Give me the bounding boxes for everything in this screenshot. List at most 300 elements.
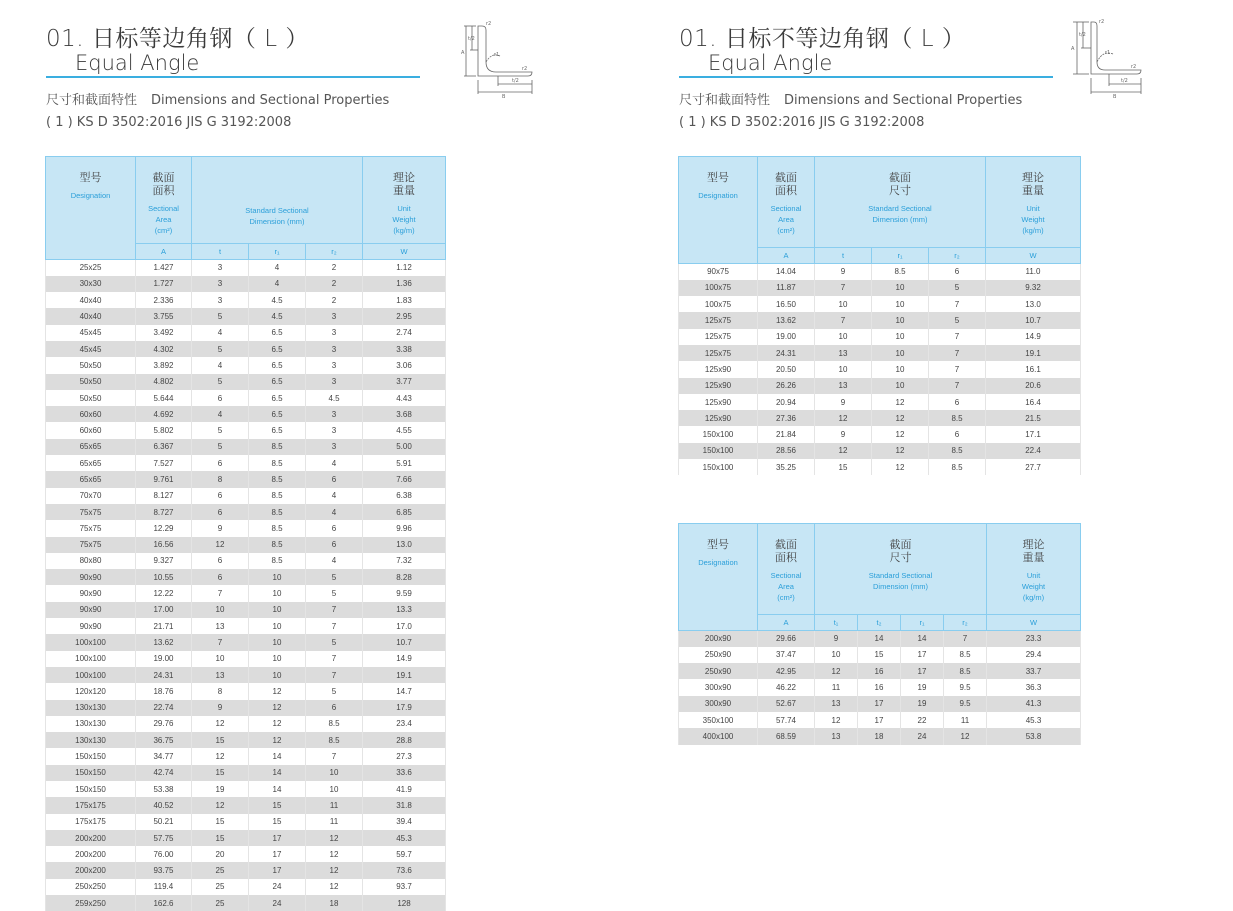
value-cell: 8.5 xyxy=(929,410,986,426)
value-cell: 12.29 xyxy=(136,520,192,536)
header-unit-weight: 理论重量 Unit Weight (kg/m) xyxy=(986,157,1081,248)
value-cell: 22.74 xyxy=(136,700,192,716)
value-cell: 2.95 xyxy=(363,308,446,324)
value-cell: 9 xyxy=(815,394,872,410)
value-cell: 41.3 xyxy=(987,696,1081,712)
page-title-en: Equal Angle xyxy=(75,51,199,75)
value-cell: 8 xyxy=(192,471,249,487)
value-cell: 4 xyxy=(249,260,306,276)
value-cell: 17 xyxy=(858,696,901,712)
value-cell: 20.94 xyxy=(758,394,815,410)
value-cell: 16.50 xyxy=(758,296,815,312)
value-cell: 19.00 xyxy=(758,329,815,345)
symbol-r1: r₁ xyxy=(901,615,944,631)
symbol-t2: t₂ xyxy=(858,615,901,631)
value-cell: 19.1 xyxy=(986,345,1081,361)
header-designation: 型号 Designation xyxy=(679,157,758,264)
designation-cell: 50x50 xyxy=(46,357,136,373)
value-cell: 21.84 xyxy=(758,426,815,442)
value-cell: 9 xyxy=(192,520,249,536)
value-cell: 17 xyxy=(249,862,306,878)
table-row xyxy=(679,443,1081,459)
table-row xyxy=(679,728,1081,744)
value-cell: 7 xyxy=(929,345,986,361)
svg-text:r1: r1 xyxy=(1105,50,1110,56)
subtitle-cn: 尺寸和截面特性 xyxy=(679,93,770,108)
value-cell: 12 xyxy=(249,732,306,748)
value-cell: 119.4 xyxy=(136,879,192,895)
unequal-angle-table-1 xyxy=(678,156,1081,475)
value-cell: 17 xyxy=(249,830,306,846)
value-cell: 4 xyxy=(306,553,363,569)
value-cell: 36.3 xyxy=(987,679,1081,695)
value-cell: 8.5 xyxy=(249,455,306,471)
value-cell: 10 xyxy=(815,647,858,663)
svg-text:r2: r2 xyxy=(522,66,527,72)
value-cell: 12 xyxy=(872,426,929,442)
value-cell: 8.127 xyxy=(136,488,192,504)
table-row xyxy=(46,732,446,748)
value-cell: 1.12 xyxy=(363,260,446,276)
value-cell: 19.1 xyxy=(363,667,446,683)
value-cell: 6 xyxy=(929,426,986,442)
value-cell: 34.77 xyxy=(136,748,192,764)
designation-cell: 65x65 xyxy=(46,455,136,471)
value-cell: 10 xyxy=(872,329,929,345)
svg-text:t/2: t/2 xyxy=(468,36,475,42)
value-cell: 6.5 xyxy=(249,341,306,357)
value-cell: 3.38 xyxy=(363,341,446,357)
page-title-cn: 01. 日标不等边角钢（ L ） xyxy=(679,20,965,53)
value-cell: 12 xyxy=(192,797,249,813)
svg-text:r1: r1 xyxy=(494,52,499,58)
designation-cell: 400x100 xyxy=(679,728,758,744)
value-cell: 33.6 xyxy=(363,765,446,781)
value-cell: 93.7 xyxy=(363,879,446,895)
designation-cell: 100x75 xyxy=(679,280,758,296)
value-cell: 4.43 xyxy=(363,390,446,406)
value-cell: 19 xyxy=(901,696,944,712)
value-cell: 5.00 xyxy=(363,439,446,455)
value-cell: 16.4 xyxy=(986,394,1081,410)
value-cell: 2 xyxy=(306,260,363,276)
value-cell: 13.0 xyxy=(363,537,446,553)
value-cell: 7 xyxy=(306,602,363,618)
value-cell: 2.336 xyxy=(136,292,192,308)
unequal-angle-table-2 xyxy=(678,523,1081,745)
value-cell: 10 xyxy=(306,781,363,797)
symbol-t1: t₁ xyxy=(815,615,858,631)
value-cell: 23.3 xyxy=(987,631,1081,647)
value-cell: 13 xyxy=(815,345,872,361)
value-cell: 3 xyxy=(306,406,363,422)
value-cell: 36.75 xyxy=(136,732,192,748)
value-cell: 10 xyxy=(249,634,306,650)
value-cell: 4.802 xyxy=(136,374,192,390)
value-cell: 7 xyxy=(306,618,363,634)
value-cell: 4 xyxy=(192,325,249,341)
value-cell: 45.3 xyxy=(363,830,446,846)
designation-cell: 100x100 xyxy=(46,634,136,650)
designation-cell: 250x90 xyxy=(679,663,758,679)
value-cell: 13 xyxy=(192,667,249,683)
table-row xyxy=(46,260,446,276)
designation-cell: 90x90 xyxy=(46,585,136,601)
symbol-r1: r₁ xyxy=(249,244,306,260)
standard-reference: ( 1 ) KS D 3502:2016 JIS G 3192:2008 xyxy=(679,115,924,130)
header-designation: 型号 Designation xyxy=(679,524,758,631)
value-cell: 3 xyxy=(306,422,363,438)
value-cell: 3 xyxy=(306,374,363,390)
value-cell: 8.5 xyxy=(249,520,306,536)
table-row xyxy=(46,292,446,308)
page-title-en: Equal Angle xyxy=(708,51,832,75)
value-cell: 17 xyxy=(249,846,306,862)
symbol-W: W xyxy=(986,248,1081,264)
table-row xyxy=(46,700,446,716)
value-cell: 18 xyxy=(858,728,901,744)
designation-cell: 259x250 xyxy=(46,895,136,911)
value-cell: 12 xyxy=(872,443,929,459)
value-cell: 5 xyxy=(929,312,986,328)
value-cell: 3.755 xyxy=(136,308,192,324)
value-cell: 12 xyxy=(306,846,363,862)
value-cell: 3.892 xyxy=(136,357,192,373)
symbol-r1: r₁ xyxy=(872,248,929,264)
table-row xyxy=(679,361,1081,377)
value-cell: 28.56 xyxy=(758,443,815,459)
designation-cell: 45x45 xyxy=(46,325,136,341)
subtitle-en: Dimensions and Sectional Properties xyxy=(151,93,389,108)
value-cell: 24 xyxy=(249,879,306,895)
value-cell: 1.36 xyxy=(363,276,446,292)
value-cell: 6 xyxy=(192,390,249,406)
value-cell: 13 xyxy=(815,728,858,744)
value-cell: 9.5 xyxy=(944,679,987,695)
table-row xyxy=(46,781,446,797)
value-cell: 28.8 xyxy=(363,732,446,748)
designation-cell: 45x45 xyxy=(46,341,136,357)
value-cell: 29.76 xyxy=(136,716,192,732)
unequal-angle-table-2-body xyxy=(679,631,1081,745)
designation-cell: 90x90 xyxy=(46,602,136,618)
value-cell: 5 xyxy=(306,634,363,650)
table-row xyxy=(46,325,446,341)
designation-cell: 50x50 xyxy=(46,374,136,390)
designation-cell: 175x175 xyxy=(46,814,136,830)
value-cell: 68.59 xyxy=(758,728,815,744)
title-divider xyxy=(679,76,1053,78)
value-cell: 17.0 xyxy=(363,618,446,634)
value-cell: 9 xyxy=(192,700,249,716)
table-row xyxy=(679,647,1081,663)
svg-text:A: A xyxy=(1071,46,1075,52)
value-cell: 22 xyxy=(901,712,944,728)
designation-cell: 200x90 xyxy=(679,631,758,647)
value-cell: 7 xyxy=(929,361,986,377)
value-cell: 12 xyxy=(306,879,363,895)
value-cell: 3 xyxy=(306,439,363,455)
value-cell: 17.9 xyxy=(363,700,446,716)
value-cell: 1.83 xyxy=(363,292,446,308)
value-cell: 15 xyxy=(249,797,306,813)
value-cell: 93.75 xyxy=(136,862,192,878)
designation-cell: 130x130 xyxy=(46,716,136,732)
value-cell: 14.7 xyxy=(363,683,446,699)
value-cell: 12 xyxy=(815,712,858,728)
table-row xyxy=(679,312,1081,328)
value-cell: 10 xyxy=(815,329,872,345)
left-page xyxy=(0,0,600,806)
value-cell: 3.68 xyxy=(363,406,446,422)
table-row xyxy=(46,585,446,601)
value-cell: 12.22 xyxy=(136,585,192,601)
svg-text:B: B xyxy=(502,94,506,100)
value-cell: 12 xyxy=(249,716,306,732)
value-cell: 19.00 xyxy=(136,651,192,667)
designation-cell: 250x90 xyxy=(679,647,758,663)
value-cell: 10 xyxy=(249,569,306,585)
value-cell: 20.50 xyxy=(758,361,815,377)
value-cell: 24.31 xyxy=(758,345,815,361)
value-cell: 57.75 xyxy=(136,830,192,846)
table-row xyxy=(46,553,446,569)
designation-cell: 100x100 xyxy=(46,651,136,667)
value-cell: 6 xyxy=(192,504,249,520)
designation-cell: 200x200 xyxy=(46,862,136,878)
value-cell: 5 xyxy=(192,341,249,357)
table-row xyxy=(46,439,446,455)
value-cell: 23.4 xyxy=(363,716,446,732)
value-cell: 27.7 xyxy=(986,459,1081,475)
value-cell: 10 xyxy=(249,602,306,618)
value-cell: 8.5 xyxy=(249,488,306,504)
value-cell: 53.8 xyxy=(987,728,1081,744)
svg-text:t/2: t/2 xyxy=(1121,78,1128,84)
value-cell: 10 xyxy=(249,651,306,667)
designation-cell: 75x75 xyxy=(46,537,136,553)
value-cell: 15 xyxy=(192,732,249,748)
svg-text:r2: r2 xyxy=(1099,19,1104,25)
header-unit-weight: 理论重量 Unit Weight (kg/m) xyxy=(363,157,446,244)
value-cell: 39.4 xyxy=(363,814,446,830)
value-cell: 22.4 xyxy=(986,443,1081,459)
value-cell: 37.47 xyxy=(758,647,815,663)
title-divider xyxy=(46,76,420,78)
value-cell: 41.9 xyxy=(363,781,446,797)
designation-cell: 150x100 xyxy=(679,459,758,475)
table-row xyxy=(46,765,446,781)
value-cell: 13.0 xyxy=(986,296,1081,312)
table-row xyxy=(46,471,446,487)
value-cell: 6.5 xyxy=(249,422,306,438)
value-cell: 14 xyxy=(249,781,306,797)
value-cell: 1.427 xyxy=(136,260,192,276)
value-cell: 6.367 xyxy=(136,439,192,455)
value-cell: 42.74 xyxy=(136,765,192,781)
value-cell: 14.04 xyxy=(758,264,815,280)
value-cell: 5 xyxy=(306,683,363,699)
value-cell: 25 xyxy=(192,895,249,911)
designation-cell: 100x100 xyxy=(46,667,136,683)
symbol-W: W xyxy=(363,244,446,260)
header-unit-weight: 理论重量 Unit Weight (kg/m) xyxy=(987,524,1081,615)
designation-cell: 125x90 xyxy=(679,361,758,377)
table-row xyxy=(46,422,446,438)
value-cell: 8.5 xyxy=(249,537,306,553)
value-cell: 10.7 xyxy=(363,634,446,650)
designation-cell: 150x150 xyxy=(46,781,136,797)
value-cell: 12 xyxy=(306,830,363,846)
table-row xyxy=(679,426,1081,442)
table-row xyxy=(679,345,1081,361)
value-cell: 3 xyxy=(192,276,249,292)
value-cell: 6.85 xyxy=(363,504,446,520)
value-cell: 7.527 xyxy=(136,455,192,471)
table-row xyxy=(46,862,446,878)
value-cell: 6 xyxy=(192,569,249,585)
value-cell: 50.21 xyxy=(136,814,192,830)
value-cell: 12 xyxy=(192,748,249,764)
designation-cell: 150x150 xyxy=(46,748,136,764)
value-cell: 5 xyxy=(306,569,363,585)
designation-cell: 60x60 xyxy=(46,422,136,438)
value-cell: 12 xyxy=(944,728,987,744)
page-title-cn: 01. 日标等边角钢（ L ） xyxy=(46,20,309,53)
designation-cell: 125x90 xyxy=(679,394,758,410)
value-cell: 7.66 xyxy=(363,471,446,487)
symbol-A: A xyxy=(136,244,192,260)
svg-text:r2: r2 xyxy=(1131,64,1136,70)
value-cell: 6 xyxy=(306,471,363,487)
table-row xyxy=(679,280,1081,296)
value-cell: 9 xyxy=(815,631,858,647)
designation-cell: 130x130 xyxy=(46,700,136,716)
value-cell: 73.6 xyxy=(363,862,446,878)
value-cell: 13.62 xyxy=(136,634,192,650)
header-standard-dimension: Standard Sectional Dimension (mm) xyxy=(192,157,363,244)
value-cell: 128 xyxy=(363,895,446,911)
table-row xyxy=(679,679,1081,695)
value-cell: 12 xyxy=(306,862,363,878)
header-sectional-area: 截面面积 Sectional Area (cm²) xyxy=(136,157,192,244)
value-cell: 162.6 xyxy=(136,895,192,911)
value-cell: 13 xyxy=(815,378,872,394)
symbol-A: A xyxy=(758,615,815,631)
value-cell: 7 xyxy=(306,748,363,764)
designation-cell: 90x90 xyxy=(46,569,136,585)
table-row xyxy=(46,879,446,895)
value-cell: 59.7 xyxy=(363,846,446,862)
table-row xyxy=(46,651,446,667)
value-cell: 3.77 xyxy=(363,374,446,390)
value-cell: 10 xyxy=(872,361,929,377)
value-cell: 10 xyxy=(249,667,306,683)
value-cell: 10 xyxy=(249,618,306,634)
value-cell: 6 xyxy=(929,394,986,410)
designation-cell: 100x75 xyxy=(679,296,758,312)
value-cell: 25 xyxy=(192,862,249,878)
table-row xyxy=(46,390,446,406)
value-cell: 4.5 xyxy=(249,308,306,324)
value-cell: 5 xyxy=(929,280,986,296)
value-cell: 2 xyxy=(306,292,363,308)
standard-reference: ( 1 ) KS D 3502:2016 JIS G 3192:2008 xyxy=(46,115,291,130)
value-cell: 12 xyxy=(249,683,306,699)
symbol-t: t xyxy=(192,244,249,260)
designation-cell: 125x90 xyxy=(679,378,758,394)
value-cell: 6.5 xyxy=(249,357,306,373)
designation-cell: 130x130 xyxy=(46,732,136,748)
table-row xyxy=(46,455,446,471)
value-cell: 20 xyxy=(192,846,249,862)
value-cell: 15 xyxy=(192,830,249,846)
value-cell: 5.802 xyxy=(136,422,192,438)
value-cell: 8.5 xyxy=(944,663,987,679)
value-cell: 15 xyxy=(858,647,901,663)
value-cell: 17 xyxy=(901,647,944,663)
value-cell: 27.36 xyxy=(758,410,815,426)
table-row xyxy=(679,459,1081,475)
value-cell: 8.5 xyxy=(929,459,986,475)
value-cell: 12 xyxy=(872,459,929,475)
value-cell: 3 xyxy=(306,357,363,373)
value-cell: 8.5 xyxy=(944,647,987,663)
value-cell: 5.91 xyxy=(363,455,446,471)
table-row xyxy=(46,488,446,504)
value-cell: 5.644 xyxy=(136,390,192,406)
section-subtitle xyxy=(46,89,389,108)
designation-cell: 125x75 xyxy=(679,312,758,328)
value-cell: 3.06 xyxy=(363,357,446,373)
value-cell: 12 xyxy=(249,700,306,716)
table-row xyxy=(679,394,1081,410)
value-cell: 21.5 xyxy=(986,410,1081,426)
table-row xyxy=(679,663,1081,679)
value-cell: 6 xyxy=(306,537,363,553)
value-cell: 17 xyxy=(858,712,901,728)
value-cell: 8.5 xyxy=(306,716,363,732)
symbol-r2: r₂ xyxy=(929,248,986,264)
value-cell: 10 xyxy=(872,296,929,312)
value-cell: 6 xyxy=(306,700,363,716)
right-page xyxy=(633,0,1233,806)
table-row xyxy=(46,846,446,862)
value-cell: 13.3 xyxy=(363,602,446,618)
designation-cell: 300x90 xyxy=(679,679,758,695)
value-cell: 46.22 xyxy=(758,679,815,695)
value-cell: 5 xyxy=(192,308,249,324)
value-cell: 12 xyxy=(192,716,249,732)
table-row xyxy=(46,814,446,830)
value-cell: 7 xyxy=(944,631,987,647)
value-cell: 6 xyxy=(929,264,986,280)
value-cell: 10 xyxy=(192,651,249,667)
value-cell: 10 xyxy=(872,312,929,328)
table-row xyxy=(46,504,446,520)
designation-cell: 350x100 xyxy=(679,712,758,728)
value-cell: 52.67 xyxy=(758,696,815,712)
value-cell: 20.6 xyxy=(986,378,1081,394)
value-cell: 7 xyxy=(929,378,986,394)
value-cell: 16 xyxy=(858,679,901,695)
table-row xyxy=(46,276,446,292)
value-cell: 3 xyxy=(306,341,363,357)
value-cell: 19 xyxy=(192,781,249,797)
value-cell: 9.96 xyxy=(363,520,446,536)
table-row xyxy=(46,406,446,422)
value-cell: 31.8 xyxy=(363,797,446,813)
